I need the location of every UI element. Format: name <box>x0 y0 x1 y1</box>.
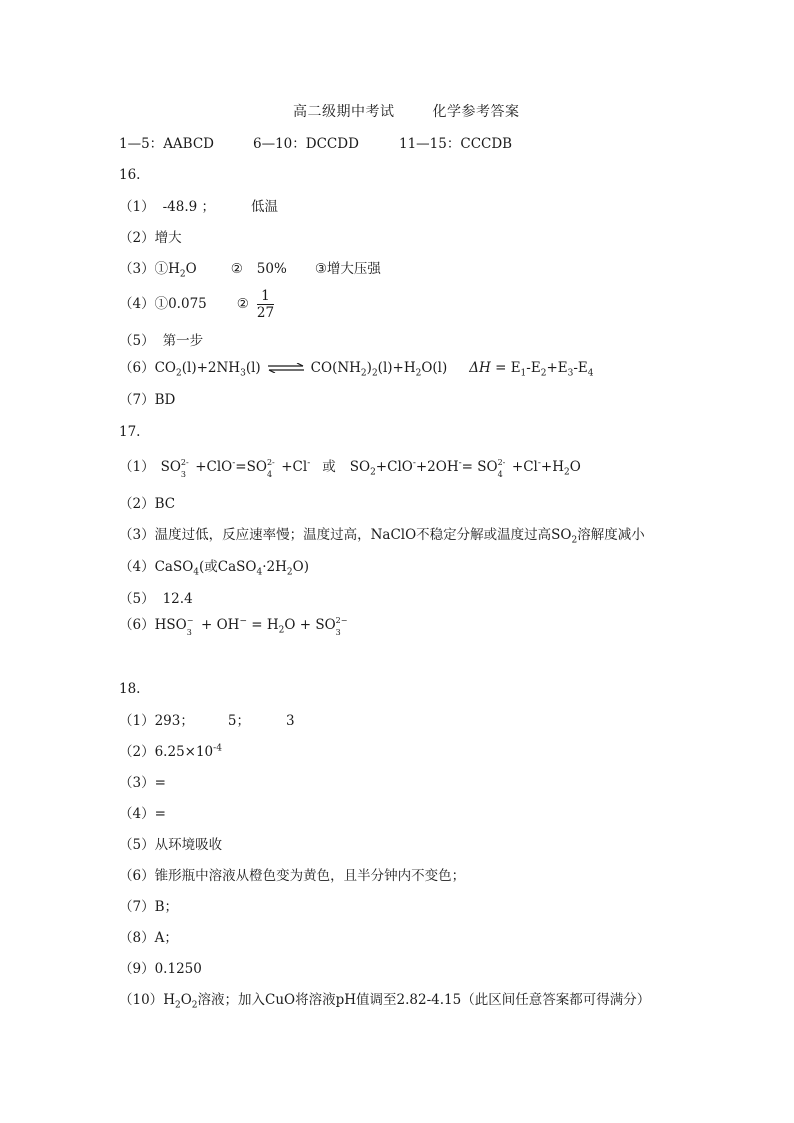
title-answer: 化学参考答案 <box>432 104 520 120</box>
subscript: 2 <box>286 567 293 578</box>
superscript: 2− <box>335 616 348 625</box>
formula-part: (l) <box>245 360 261 376</box>
q17-answer-5 <box>119 590 193 608</box>
circled-2: ② <box>236 296 249 312</box>
answer-label: （6） <box>119 617 155 633</box>
formula-part: O(l) <box>421 360 448 376</box>
superscript: - <box>232 458 236 469</box>
q18-answer-10 <box>119 991 650 1009</box>
subscript: 3 <box>567 368 574 379</box>
subscript: 2 <box>179 269 186 280</box>
formula-part: O + SO <box>284 617 336 633</box>
answer-label: （7） <box>119 899 155 915</box>
answer-value: A； <box>154 930 178 946</box>
subscript: 4 <box>587 368 594 379</box>
answer-label: （2） <box>119 496 155 512</box>
ion-charge <box>266 458 277 479</box>
question-17-number: 17. <box>119 424 141 440</box>
answer-value: = <box>154 806 166 822</box>
formula-part: SO <box>349 459 371 475</box>
q17-answer-1 <box>119 458 581 479</box>
question-18-number: 18. <box>119 681 141 697</box>
subscript: 4 <box>256 567 263 578</box>
superscript: 2- <box>180 458 189 467</box>
formula-part: SO <box>160 459 181 475</box>
answer-value: = <box>154 775 166 791</box>
answer-label: （5） <box>119 333 155 349</box>
answer-value: 50% <box>256 261 287 277</box>
answer-value: ①0.075 <box>154 296 207 312</box>
question-16-number: 16. <box>119 167 141 183</box>
subscript: 2 <box>371 368 378 379</box>
subscript: 3 <box>186 628 192 637</box>
superscript: -4 <box>213 743 222 754</box>
answer-label: （1） <box>119 199 155 215</box>
formula-part: +2OH <box>415 459 459 475</box>
formula-part: + OH <box>196 617 240 633</box>
formula-part: = E <box>490 360 521 376</box>
mc-group-2 <box>253 135 359 153</box>
answer-label: （4） <box>119 296 155 312</box>
delta-h-symbol: ΔH <box>469 360 491 376</box>
formula-part: +Cl <box>276 459 308 475</box>
q18-answer-3 <box>119 774 166 792</box>
q18-answer-2 <box>119 743 222 761</box>
superscript: - <box>537 458 541 469</box>
answer-label: （3） <box>119 775 155 791</box>
answer-value: BD <box>154 392 176 408</box>
answer-value: 锥形瓶中溶液从橙色变为黄色，且半分钟内不变色； <box>154 868 466 884</box>
formula-part: +E <box>546 360 568 376</box>
ion-charge <box>186 616 197 637</box>
subscript: 4 <box>266 470 273 479</box>
subscript: 2 <box>174 1000 181 1011</box>
q18-answer-7 <box>119 898 178 916</box>
q17-answer-6 <box>119 616 350 637</box>
formula-part: ·2H <box>262 559 287 575</box>
answer-value: B； <box>154 899 179 915</box>
subscript: 4 <box>497 470 503 479</box>
formula-part: O <box>180 992 192 1008</box>
q16-answer-5 <box>119 332 203 350</box>
subscript: 2 <box>360 368 367 379</box>
answer-value: 0.1250 <box>154 961 202 977</box>
mc-group-1-label: 1—5： <box>119 136 164 152</box>
title-exam: 高二级期中考试 <box>293 104 395 120</box>
formula-part: (l)+H <box>377 360 416 376</box>
answer-value: 低温 <box>251 199 279 215</box>
answer-value: 6.25×10 <box>154 744 214 760</box>
answer-label: （7） <box>119 392 155 408</box>
q18-answer-1 <box>119 712 295 730</box>
or-word: 或 <box>322 459 336 475</box>
formula-part: ①H <box>154 261 180 277</box>
q18-answer-5 <box>119 836 222 854</box>
subscript: 2 <box>415 368 422 379</box>
q16-answer-1 <box>119 198 278 216</box>
fraction <box>257 288 274 321</box>
answer-label: （4） <box>119 559 155 575</box>
answer-value: ③增大压强 <box>314 261 381 277</box>
ion-charge <box>335 616 350 637</box>
formula-part: +Cl <box>507 459 538 475</box>
subscript: 4 <box>193 567 200 578</box>
mc-group-3-value: CCCDB <box>460 136 513 152</box>
formula-part: = H <box>246 617 279 633</box>
answer-label: （3） <box>119 527 155 543</box>
q16-answer-2 <box>119 229 182 247</box>
answer-value: 12.4 <box>162 591 193 607</box>
formula-part: ) <box>366 360 372 376</box>
formula-part: O) <box>292 559 309 575</box>
answer-value: 5； <box>227 713 250 729</box>
answer-label: （8） <box>119 930 155 946</box>
q18-answer-4 <box>119 805 166 823</box>
formula-part: +ClO <box>375 459 413 475</box>
answer-label: （6） <box>119 868 155 884</box>
answer-value: -48.9 ； <box>162 199 216 215</box>
formula-part: +ClO <box>190 459 233 475</box>
answer-value: 293； <box>154 713 194 729</box>
answer-label: （2） <box>119 230 155 246</box>
superscript: − <box>186 616 194 625</box>
subscript: 2 <box>540 368 547 379</box>
formula-part: H <box>163 992 175 1008</box>
formula-part: CO <box>154 360 176 376</box>
formula-part: -E <box>526 360 541 376</box>
answer-text: 溶液；加入CuO将溶液pH值调至2.82-4.15（此区间任意答案都可得满分） <box>197 992 651 1008</box>
superscript: 2- <box>266 458 275 467</box>
answer-label: （9） <box>119 961 155 977</box>
mc-group-2-value: DCCDD <box>305 136 359 152</box>
formula-part: O <box>569 459 581 475</box>
answer-label: （10） <box>119 992 164 1008</box>
formula-part: CaSO <box>154 559 194 575</box>
subscript: 3 <box>335 628 341 637</box>
ion-charge <box>180 458 191 479</box>
subscript: 3 <box>240 368 246 379</box>
subscript: 2 <box>278 625 285 636</box>
subscript: 1 <box>520 368 527 379</box>
superscript: - <box>412 458 416 469</box>
answer-value: 从环境吸收 <box>154 837 223 853</box>
formula-part: (l)+2NH <box>181 360 241 376</box>
formula-part: HSO <box>154 617 187 633</box>
q17-answer-2 <box>119 495 175 513</box>
mc-group-3-label: 11—15： <box>399 136 461 152</box>
q16-answer-6 <box>119 359 594 378</box>
superscript: 2- <box>497 458 506 467</box>
mc-group-3 <box>399 135 512 153</box>
subscript: 2 <box>571 535 578 546</box>
answer-label: （5） <box>119 837 155 853</box>
superscript: - <box>458 458 462 469</box>
formula-part: -E <box>573 360 588 376</box>
answer-value: 第一步 <box>162 333 204 349</box>
q18-answer-6 <box>119 867 465 885</box>
answer-label: （5） <box>119 591 155 607</box>
answer-label: （4） <box>119 806 155 822</box>
q18-answer-8 <box>119 929 178 947</box>
q16-answer-7 <box>119 391 175 409</box>
subscript: 2 <box>176 368 182 379</box>
mc-group-2-label: 6—10： <box>253 136 306 152</box>
subscript: 2 <box>563 467 570 478</box>
answer-value: BC <box>154 496 176 512</box>
circled-2: ② <box>230 261 243 277</box>
answer-label: （1） <box>119 713 155 729</box>
fraction-denominator: 27 <box>256 305 275 321</box>
page-title <box>293 103 520 121</box>
answer-label: （2） <box>119 744 155 760</box>
mc-answers <box>119 135 214 153</box>
mc-group-1-value: AABCD <box>163 136 215 152</box>
equilibrium-arrow-icon <box>267 360 305 378</box>
q16-answer-4 <box>119 288 274 321</box>
subscript: 3 <box>180 470 187 479</box>
formula-part: CO(NH <box>310 360 361 376</box>
subscript: 2 <box>370 467 376 478</box>
formula-part: +H <box>540 459 564 475</box>
fraction-numerator: 1 <box>257 288 274 305</box>
q17-answer-3 <box>119 526 645 544</box>
q17-answer-4 <box>119 558 309 576</box>
answer-text: 温度过低，反应速率慢；温度过高，NaClO不稳定分解或温度过高SO <box>154 527 572 543</box>
superscript: - <box>307 458 311 469</box>
formula-part: =SO <box>235 459 267 475</box>
q18-answer-9 <box>119 960 202 978</box>
answer-label: （1） <box>119 459 155 475</box>
answer-label: （3） <box>119 261 155 277</box>
answer-label: （6） <box>119 360 155 376</box>
formula-part: = SO <box>461 459 498 475</box>
subscript: 2 <box>191 1000 198 1011</box>
formula-part: (或CaSO <box>199 559 257 575</box>
ion-charge <box>497 458 508 479</box>
q16-answer-3 <box>119 260 381 278</box>
answer-value: 3 <box>285 713 295 729</box>
formula-part: O <box>185 261 197 277</box>
answer-value: 增大 <box>154 230 182 246</box>
answer-text: 溶解度减小 <box>577 527 645 543</box>
superscript: − <box>239 616 247 627</box>
